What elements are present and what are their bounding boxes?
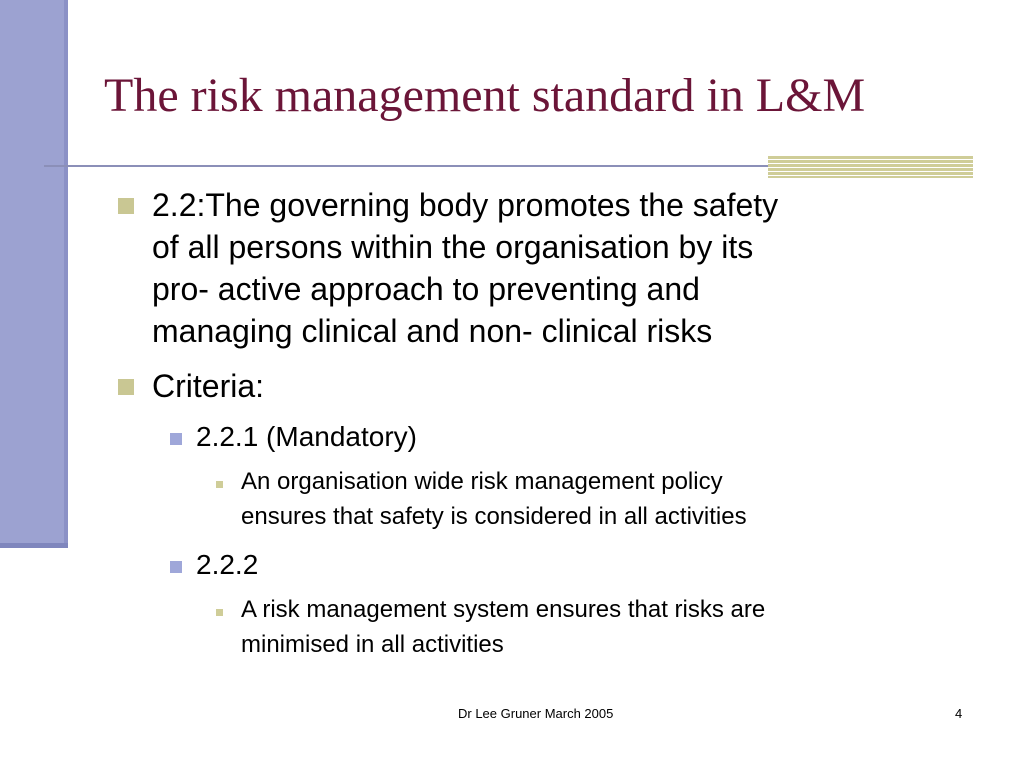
sub-bullet-square-icon	[170, 561, 182, 573]
bullet-square-icon	[118, 198, 134, 214]
sub-bullet-square-icon	[170, 433, 182, 445]
bullet-text: 2.2:The governing body promotes the safety of all persons within the organisation by its pro- active approach to preventing and managing clinical and non- clinical risks	[152, 187, 779, 349]
slide-title: The risk management standard in L&M	[104, 69, 866, 122]
sub-sub-bullet-square-icon	[216, 609, 223, 616]
sub-sub-bullet-square-icon	[216, 481, 223, 488]
bullet-text: Criteria:	[152, 368, 265, 404]
footer-page-number: 4	[955, 706, 963, 721]
sub-bullet-text: 2.2.2	[196, 549, 259, 580]
bullet-square-icon	[118, 379, 134, 395]
sub-bullet-text: 2.2.1 (Mandatory)	[196, 421, 417, 452]
sub-sub-bullet-text: An organisation wide risk management policy ensures that safety is considered in all activities	[241, 468, 747, 530]
sub-sub-bullet-text: A risk management system ensures that risks are minimised in all activities	[241, 596, 766, 658]
footer-author-date: Dr Lee Gruner March 2005	[458, 706, 614, 721]
